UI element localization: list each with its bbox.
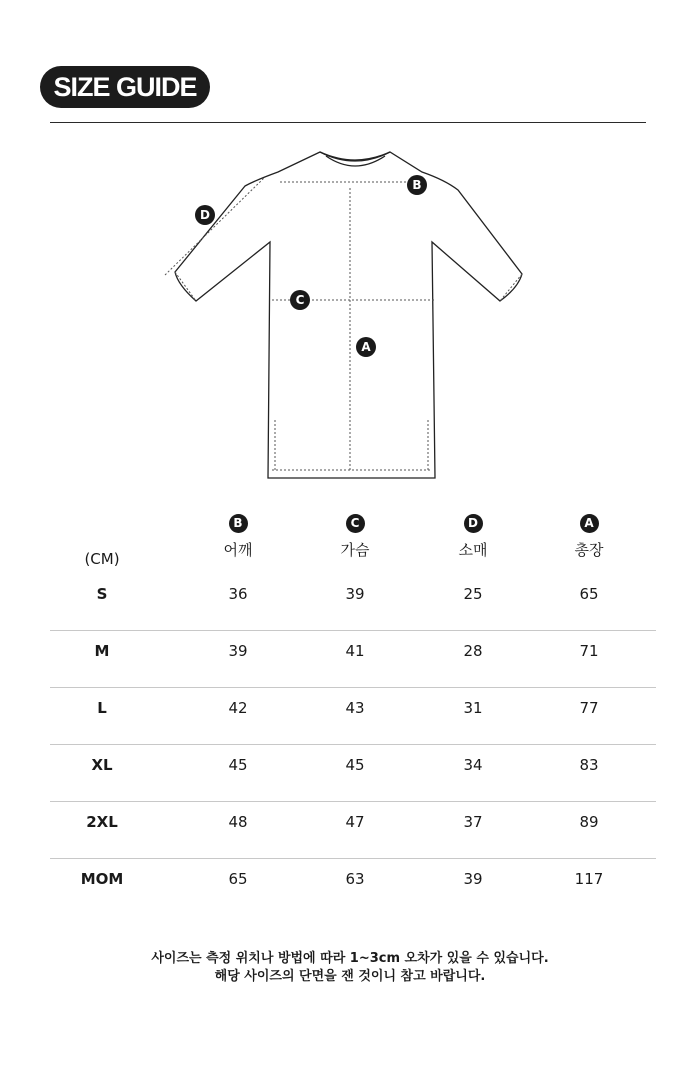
marker-a-badge: A [580, 514, 599, 533]
value-shoulder: 48 [228, 813, 248, 831]
size-table [50, 512, 656, 915]
size-label: XL [91, 756, 113, 774]
value-length: 83 [579, 756, 599, 774]
value-length: 65 [579, 585, 599, 603]
value-shoulder: 39 [228, 642, 248, 660]
header-label: 어깨 [223, 540, 253, 559]
marker-c-badge: C [346, 514, 365, 533]
value-length: 71 [579, 642, 599, 660]
size-label: MOM [80, 870, 124, 888]
table-row [50, 688, 656, 745]
table-row [50, 802, 656, 859]
value-shoulder: 36 [228, 585, 248, 603]
value-chest: 43 [345, 699, 365, 717]
value-sleeve: 28 [463, 642, 483, 660]
size-guide-badge: SIZE GUIDE [40, 66, 210, 108]
value-length: 89 [579, 813, 599, 831]
size-label: 2XL [86, 813, 118, 831]
value-length: 117 [574, 870, 604, 888]
value-chest: 39 [345, 585, 365, 603]
unit-label: (CM) [84, 550, 120, 568]
note-line: 해당 사이즈의 단면을 잰 것이니 참고 바랍니다. [214, 969, 486, 984]
header-chest [310, 512, 400, 560]
marker-c: C [295, 293, 305, 307]
value-sleeve: 39 [463, 870, 483, 888]
value-sleeve: 31 [463, 699, 483, 717]
size-notes [0, 950, 700, 986]
value-shoulder: 42 [228, 699, 248, 717]
header-label: 가슴 [340, 540, 370, 559]
tshirt-diagram [160, 140, 540, 490]
note-line: 사이즈는 측정 위치나 방법에 따라 1~3cm 오차가 있을 수 있습니다. [151, 951, 549, 966]
title-divider [50, 122, 646, 123]
value-chest: 63 [345, 870, 365, 888]
marker-d: D [200, 208, 210, 222]
table-row [50, 631, 656, 688]
marker-b-badge: B [229, 514, 248, 533]
table-header [50, 512, 656, 574]
table-row [50, 859, 656, 915]
header-shoulder [193, 512, 283, 560]
header-label: 총장 [574, 540, 604, 559]
size-label: L [97, 699, 107, 717]
header-sleeve [428, 512, 518, 560]
marker-a: A [361, 340, 371, 354]
table-row [50, 574, 656, 631]
table-row [50, 745, 656, 802]
value-shoulder: 65 [228, 870, 248, 888]
marker-b: B [412, 178, 422, 192]
value-shoulder: 45 [228, 756, 248, 774]
value-chest: 47 [345, 813, 365, 831]
value-sleeve: 25 [463, 585, 483, 603]
value-sleeve: 37 [463, 813, 483, 831]
value-sleeve: 34 [463, 756, 483, 774]
marker-d-badge: D [464, 514, 483, 533]
size-label: M [94, 642, 110, 660]
header-length [544, 512, 634, 560]
size-label: S [96, 585, 108, 603]
value-chest: 41 [345, 642, 365, 660]
value-length: 77 [579, 699, 599, 717]
header-label: 소매 [458, 540, 488, 559]
value-chest: 45 [345, 756, 365, 774]
